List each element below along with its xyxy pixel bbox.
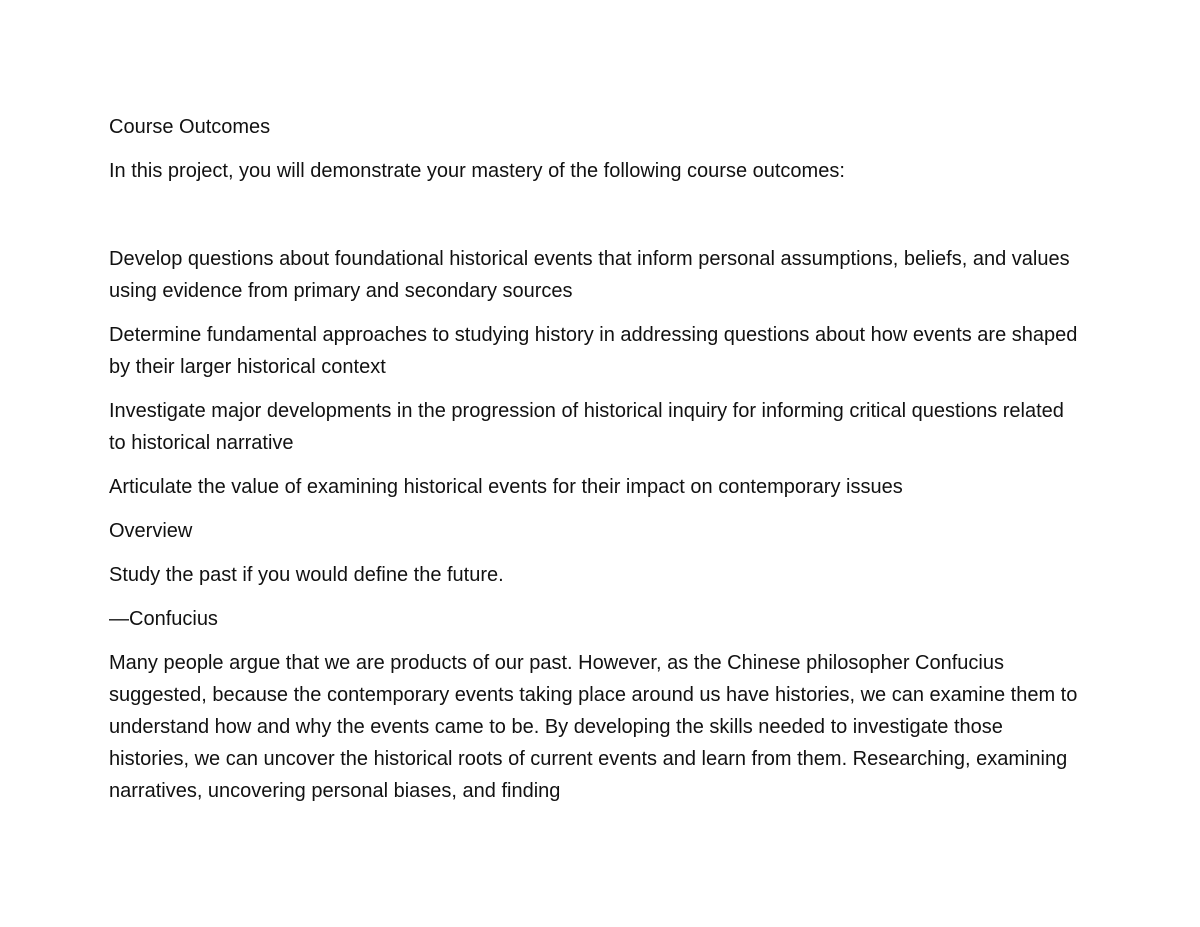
section-heading-course-outcomes: Course Outcomes: [109, 116, 271, 138]
intro-paragraph: In this project, you will demonstrate your mastery of the following course outcomes:: [109, 160, 845, 182]
outcome-item-3: Investigate major developments in the progression of historical inquiry for informing critical questions related to historical narrative: [109, 400, 1064, 454]
quote-text: Study the past if you would define the future.: [109, 564, 504, 586]
document-content: [109, 111, 1084, 819]
outcome-item-4: Articulate the value of examining historical events for their impact on contemporary issues: [109, 476, 903, 498]
body-paragraph: Many people argue that we are products of our past. However, as the Chinese philosopher Confucius suggested, because the contemporary events taking place around us have histories, we can examine them to understand how and why the events came to be. By developing the skills needed to investigate those histories, we can uncover the historical roots of current events and learn from them. Researching, examining narratives, uncovering personal biases, and finding: [109, 652, 1078, 802]
section-heading-overview: Overview: [109, 520, 193, 542]
quote-attribution: —Confucius: [109, 608, 218, 630]
blank-line: [109, 199, 1084, 231]
outcome-item-2: Determine fundamental approaches to studying history in addressing questions about how events are shaped by their larger historical context: [109, 324, 1078, 378]
outcome-item-1: Develop questions about foundational historical events that inform personal assumptions, beliefs, and values using evidence from primary and secondary sources: [109, 248, 1070, 302]
